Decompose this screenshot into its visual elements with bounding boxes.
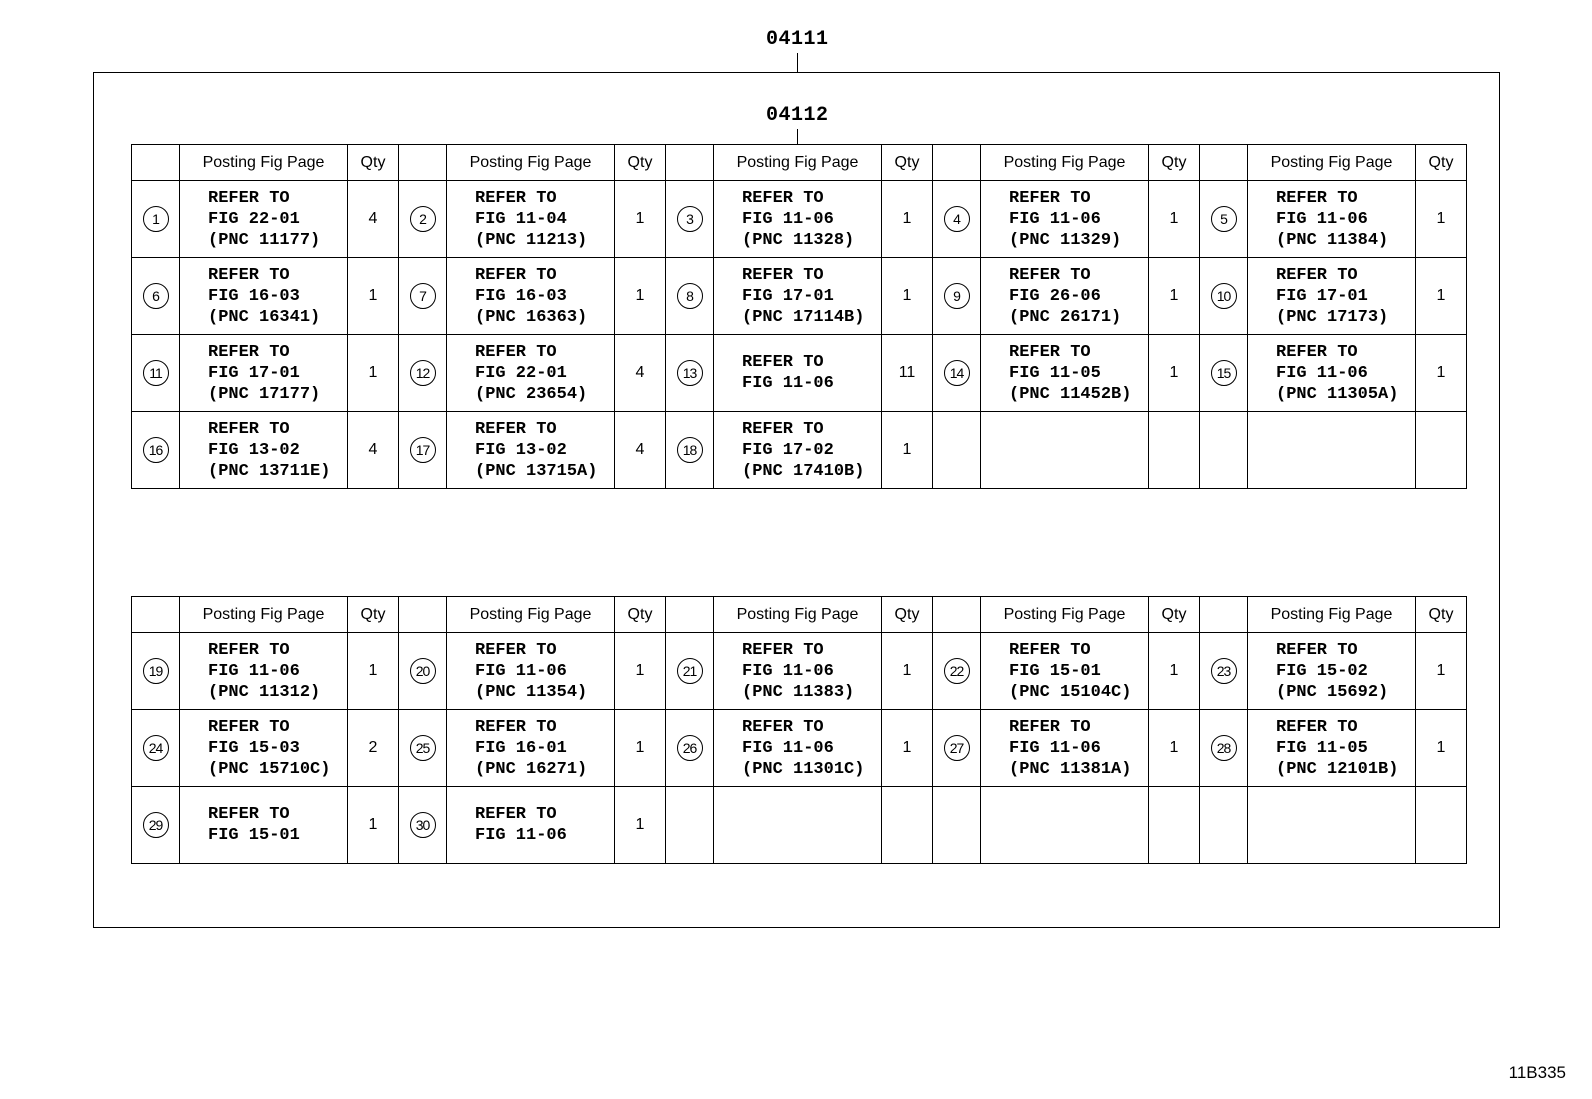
item-number-cell [666,335,714,412]
reference-line: (PNC 11177) [208,230,321,250]
header-blank [933,145,981,181]
reference-text [447,342,614,405]
reference-line: (PNC 11452B) [1009,384,1132,404]
item-number-badge: 19 [143,658,169,684]
reference-text [714,265,881,328]
item-number-cell [666,412,714,489]
parts-table-upper [131,144,1467,489]
item-number-cell [132,181,180,258]
reference-line: REFER TO [475,342,557,362]
reference-text [981,342,1148,405]
item-number-badge: 17 [410,437,436,463]
reference-line: REFER TO [208,717,290,737]
reference-line: FIG 22-01 [475,363,567,383]
reference-line: REFER TO [1276,717,1358,737]
reference-line: REFER TO [1276,265,1358,285]
item-number-badge: 30 [410,812,436,838]
reference-text [981,717,1148,780]
reference-line: FIG 15-01 [1009,661,1101,681]
item-number-cell [933,633,981,710]
item-number-cell [1200,181,1248,258]
reference-line: (PNC 11381A) [1009,759,1132,779]
reference-line: FIG 13-02 [475,440,567,460]
reference-text [447,717,614,780]
reference-line: FIG 11-06 [1276,209,1368,229]
reference-cell [714,787,882,864]
item-number-cell [132,335,180,412]
reference-line: FIG 11-06 [1009,738,1101,758]
item-number-badge: 9 [944,283,970,309]
header-posting-fig-page: Posting Fig Page [1248,145,1416,181]
reference-cell [180,633,348,710]
reference-text [180,640,347,703]
reference-line: (PNC 11301C) [742,759,865,779]
table-row [132,181,1467,258]
reference-line: (PNC 11354) [475,682,588,702]
reference-line: FIG 13-02 [208,440,300,460]
reference-line: (PNC 11384) [1276,230,1389,250]
header-blank [933,597,981,633]
reference-cell [1248,633,1416,710]
header-blank [666,145,714,181]
item-number-badge: 20 [410,658,436,684]
item-number-cell [1200,787,1248,864]
reference-text [180,419,347,482]
table-row [132,412,1467,489]
header-qty: Qty [348,145,399,181]
header-qty: Qty [1416,145,1467,181]
qty-cell: 1 [348,335,399,412]
item-number-badge: 23 [1211,658,1237,684]
header-qty: Qty [1149,145,1200,181]
qty-cell: 1 [615,633,666,710]
reference-cell [981,258,1149,335]
item-number-badge: 1 [143,206,169,232]
reference-line: REFER TO [742,188,824,208]
item-number-cell [933,412,981,489]
reference-cell [981,787,1149,864]
reference-line: FIG 11-05 [1276,738,1368,758]
qty-cell: 1 [1416,181,1467,258]
qty-cell: 1 [1149,633,1200,710]
reference-cell [714,181,882,258]
header-blank [666,597,714,633]
reference-cell [1248,710,1416,787]
reference-line: FIG 11-06 [742,738,834,758]
reference-text [714,352,881,394]
qty-cell: 1 [1149,181,1200,258]
reference-line: (PNC 15104C) [1009,682,1132,702]
qty-cell [1416,412,1467,489]
item-number-badge: 22 [944,658,970,684]
reference-cell [714,633,882,710]
reference-cell [981,633,1149,710]
reference-line: (PNC 11305A) [1276,384,1399,404]
reference-line: REFER TO [475,265,557,285]
leader-line [797,53,798,73]
reference-cell [447,787,615,864]
item-number-badge: 26 [677,735,703,761]
item-number-cell [933,787,981,864]
qty-cell: 1 [615,787,666,864]
header-posting-fig-page: Posting Fig Page [180,597,348,633]
item-number-cell [399,633,447,710]
header-qty: Qty [615,597,666,633]
reference-line: REFER TO [742,265,824,285]
reference-cell [180,787,348,864]
reference-cell [1248,258,1416,335]
leader-line [797,129,798,144]
reference-line: FIG 26-06 [1009,286,1101,306]
qty-cell: 1 [882,710,933,787]
reference-text [714,419,881,482]
reference-text [180,804,347,846]
table-header-row [132,145,1467,181]
qty-cell: 1 [1416,633,1467,710]
reference-line: (PNC 11329) [1009,230,1122,250]
item-number-badge: 2 [410,206,436,232]
item-number-badge: 14 [944,360,970,386]
reference-line: REFER TO [208,419,290,439]
reference-cell [447,258,615,335]
item-number-cell [1200,710,1248,787]
reference-cell [447,335,615,412]
reference-line: (PNC 11312) [208,682,321,702]
qty-cell: 1 [615,258,666,335]
item-number-cell [399,710,447,787]
reference-line: REFER TO [475,805,557,824]
reference-text [1248,342,1415,405]
header-posting-fig-page: Posting Fig Page [447,597,615,633]
reference-cell [180,710,348,787]
reference-line: (PNC 17177) [208,384,321,404]
reference-cell [180,258,348,335]
reference-line: (PNC 26171) [1009,307,1122,327]
header-posting-fig-page: Posting Fig Page [714,597,882,633]
reference-text [180,188,347,251]
reference-line: REFER TO [742,640,824,660]
reference-cell [1248,412,1416,489]
reference-line: (PNC 11213) [475,230,588,250]
reference-text [447,188,614,251]
reference-text [1248,188,1415,251]
reference-line: FIG 16-01 [475,738,567,758]
item-number-badge: 4 [944,206,970,232]
reference-line: REFER TO [1276,640,1358,660]
reference-cell [180,412,348,489]
reference-line: FIG 16-03 [475,286,567,306]
header-qty: Qty [882,145,933,181]
qty-cell [882,787,933,864]
item-number-cell [132,787,180,864]
qty-cell: 1 [1416,258,1467,335]
item-number-cell [399,335,447,412]
item-number-cell [132,258,180,335]
qty-cell [1149,412,1200,489]
qty-cell: 1 [882,633,933,710]
reference-line: REFER TO [475,188,557,208]
item-number-cell [666,633,714,710]
item-number-badge: 7 [410,283,436,309]
item-number-cell [1200,633,1248,710]
item-number-badge: 27 [944,735,970,761]
qty-cell: 1 [882,181,933,258]
reference-cell [981,412,1149,489]
table-row [132,787,1467,864]
header-posting-fig-page: Posting Fig Page [447,145,615,181]
qty-cell: 1 [1149,258,1200,335]
qty-cell: 1 [615,181,666,258]
reference-line: (PNC 11328) [742,230,855,250]
table-row [132,633,1467,710]
reference-text [180,717,347,780]
reference-cell [1248,335,1416,412]
item-number-cell [933,181,981,258]
reference-line: FIG 17-01 [208,363,300,383]
table-row [132,335,1467,412]
reference-cell [180,181,348,258]
reference-line: FIG 17-01 [1276,286,1368,306]
item-number-badge: 15 [1211,360,1237,386]
reference-line: FIG 17-01 [742,286,834,306]
reference-cell [981,710,1149,787]
reference-line: FIG 11-06 [475,661,567,681]
reference-line: (PNC 17114B) [742,307,865,327]
reference-line: REFER TO [1276,188,1358,208]
item-number-badge: 16 [143,437,169,463]
reference-text [180,265,347,328]
item-number-cell [399,412,447,489]
item-number-badge: 3 [677,206,703,232]
header-qty: Qty [348,597,399,633]
item-number-cell [132,412,180,489]
reference-text [714,717,881,780]
header-qty: Qty [1149,597,1200,633]
header-qty: Qty [615,145,666,181]
header-blank [399,145,447,181]
reference-cell [1248,181,1416,258]
reference-text [447,419,614,482]
reference-line: REFER TO [1009,342,1091,362]
header-posting-fig-page: Posting Fig Page [981,597,1149,633]
figure-code: 11B335 [1508,1063,1566,1082]
item-number-cell [666,787,714,864]
reference-cell [714,335,882,412]
qty-cell: 4 [615,412,666,489]
item-number-badge: 13 [677,360,703,386]
reference-text [447,640,614,703]
reference-line: FIG 17-02 [742,440,834,460]
header-qty: Qty [882,597,933,633]
item-number-cell [399,258,447,335]
reference-line: (PNC 15692) [1276,682,1389,702]
reference-line: (PNC 23654) [475,384,588,404]
header-blank [1200,597,1248,633]
reference-text [981,188,1148,251]
table-header-row [132,597,1467,633]
reference-line: REFER TO [475,640,557,660]
qty-cell: 1 [1149,710,1200,787]
reference-line: REFER TO [208,805,290,824]
item-number-cell [1200,335,1248,412]
assembly-label-04112: 04112 [766,104,829,127]
reference-line: REFER TO [1009,717,1091,737]
qty-cell: 1 [882,258,933,335]
item-number-cell [933,710,981,787]
reference-text [447,265,614,328]
qty-cell: 1 [615,710,666,787]
reference-line: REFER TO [1009,640,1091,660]
item-number-badge: 18 [677,437,703,463]
reference-text [1248,717,1415,780]
reference-line: REFER TO [208,265,290,285]
reference-line: FIG 11-06 [475,826,567,845]
reference-line: FIG 15-03 [208,738,300,758]
reference-text [180,342,347,405]
qty-cell: 1 [348,633,399,710]
reference-line: FIG 11-06 [1276,363,1368,383]
item-number-badge: 28 [1211,735,1237,761]
reference-line: (PNC 16363) [475,307,588,327]
reference-line: FIG 11-04 [475,209,567,229]
reference-line: REFER TO [1009,265,1091,285]
item-number-badge: 8 [677,283,703,309]
reference-line: FIG 22-01 [208,209,300,229]
reference-line: FIG 11-06 [1009,209,1101,229]
item-number-cell [666,710,714,787]
item-number-cell [933,335,981,412]
item-number-badge: 5 [1211,206,1237,232]
header-blank [1200,145,1248,181]
item-number-cell [132,633,180,710]
reference-line: REFER TO [1009,188,1091,208]
reference-line: FIG 11-05 [1009,363,1101,383]
item-number-cell [1200,258,1248,335]
reference-cell [447,181,615,258]
reference-line: (PNC 17173) [1276,307,1389,327]
qty-cell: 1 [882,412,933,489]
header-posting-fig-page: Posting Fig Page [714,145,882,181]
reference-cell [981,181,1149,258]
reference-line: FIG 15-01 [208,826,300,845]
parts-table-lower [131,596,1467,864]
reference-line: (PNC 15710C) [208,759,331,779]
qty-cell: 1 [1149,335,1200,412]
assembly-label-04111: 04111 [766,28,829,51]
item-number-badge: 29 [143,812,169,838]
qty-cell: 11 [882,335,933,412]
reference-cell [1248,787,1416,864]
reference-line: (PNC 13715A) [475,461,598,481]
item-number-cell [666,181,714,258]
reference-cell [981,335,1149,412]
qty-cell [1149,787,1200,864]
item-number-badge: 24 [143,735,169,761]
header-blank [132,597,180,633]
qty-cell: 1 [348,258,399,335]
reference-line: FIG 11-06 [208,661,300,681]
header-qty: Qty [1416,597,1467,633]
reference-text [447,804,614,846]
header-blank [399,597,447,633]
item-number-badge: 11 [143,360,169,386]
reference-cell [447,710,615,787]
reference-text [714,188,881,251]
reference-line: REFER TO [208,640,290,660]
reference-cell [714,258,882,335]
reference-text [714,640,881,703]
qty-cell: 1 [1416,335,1467,412]
reference-line: REFER TO [742,353,824,372]
reference-line: FIG 15-02 [1276,661,1368,681]
item-number-cell [132,710,180,787]
item-number-badge: 21 [677,658,703,684]
reference-line: (PNC 16341) [208,307,321,327]
qty-cell: 1 [1416,710,1467,787]
reference-line: REFER TO [1276,342,1358,362]
item-number-badge: 12 [410,360,436,386]
reference-line: FIG 11-06 [742,209,834,229]
reference-line: (PNC 13711E) [208,461,331,481]
reference-line: (PNC 17410B) [742,461,865,481]
item-number-cell [1200,412,1248,489]
reference-line: (PNC 12101B) [1276,759,1399,779]
reference-line: REFER TO [208,188,290,208]
header-blank [132,145,180,181]
reference-cell [180,335,348,412]
item-number-badge: 10 [1211,283,1237,309]
qty-cell: 2 [348,710,399,787]
item-number-badge: 6 [143,283,169,309]
qty-cell: 1 [348,787,399,864]
reference-cell [714,710,882,787]
qty-cell: 4 [615,335,666,412]
reference-text [1248,265,1415,328]
reference-cell [447,633,615,710]
reference-line: REFER TO [208,342,290,362]
qty-cell [1416,787,1467,864]
qty-cell: 4 [348,181,399,258]
reference-text [981,640,1148,703]
reference-line: FIG 16-03 [208,286,300,306]
header-posting-fig-page: Posting Fig Page [180,145,348,181]
qty-cell: 4 [348,412,399,489]
item-number-cell [399,181,447,258]
header-posting-fig-page: Posting Fig Page [1248,597,1416,633]
reference-cell [447,412,615,489]
reference-text [1248,640,1415,703]
reference-line: REFER TO [475,717,557,737]
reference-line: FIG 11-06 [742,374,834,393]
reference-line: (PNC 11383) [742,682,855,702]
reference-text [981,265,1148,328]
reference-line: REFER TO [742,419,824,439]
header-posting-fig-page: Posting Fig Page [981,145,1149,181]
item-number-cell [399,787,447,864]
reference-line: REFER TO [742,717,824,737]
reference-line: FIG 11-06 [742,661,834,681]
table-row [132,710,1467,787]
item-number-cell [933,258,981,335]
item-number-cell [666,258,714,335]
item-number-badge: 25 [410,735,436,761]
reference-cell [714,412,882,489]
table-row [132,258,1467,335]
reference-line: (PNC 16271) [475,759,588,779]
reference-line: REFER TO [475,419,557,439]
